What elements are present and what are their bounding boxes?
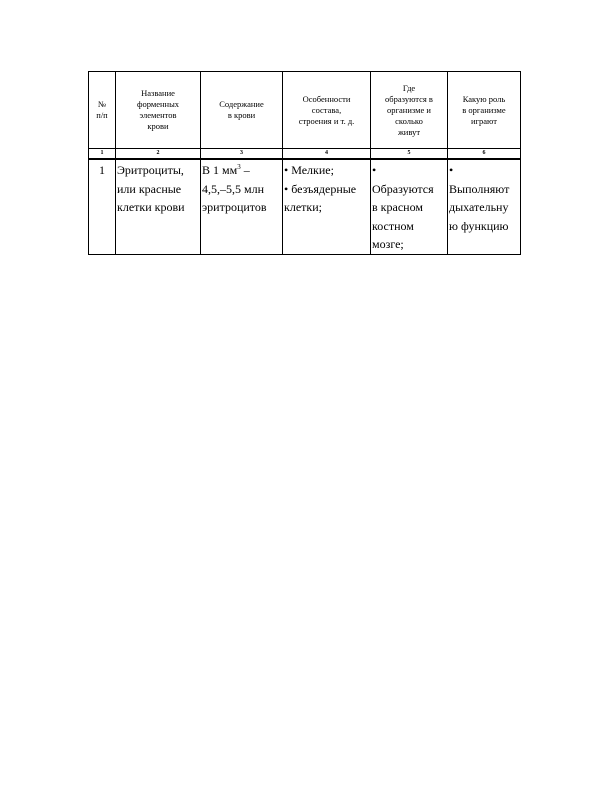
row-origin-cell: [371, 159, 448, 254]
column-number: 1: [89, 149, 116, 160]
column-number: 6: [448, 149, 521, 160]
column-number-row: [89, 149, 521, 160]
header-text: состава,: [311, 104, 342, 115]
cell-text: Образуются: [372, 181, 434, 196]
cell-text: клетки;: [284, 200, 322, 214]
header-role: [448, 72, 521, 149]
header-text: элементов: [139, 110, 177, 120]
header-text: строения и т. д.: [298, 115, 355, 126]
column-number: 2: [116, 149, 201, 160]
header-text: образуются в: [385, 93, 433, 104]
cell-text: Выполняют: [449, 181, 510, 196]
header-text: организме и: [387, 104, 431, 115]
cell-text: • Мелкие;: [284, 163, 334, 177]
header-number: [89, 72, 116, 149]
header-text: №: [97, 99, 107, 109]
content-main: В 1 мм: [202, 163, 238, 177]
column-number: 3: [201, 149, 283, 160]
header-text: живут: [397, 126, 421, 137]
table-row: [89, 159, 521, 254]
cell-text: клетки крови: [117, 200, 185, 214]
header-text: играют: [470, 115, 497, 126]
header-text: Где: [402, 82, 416, 93]
header-name: [116, 72, 201, 149]
header-text: крови: [147, 121, 169, 131]
content-superscript: 3: [237, 163, 241, 171]
cell-text: • безъядерные: [284, 181, 357, 196]
cell-text: или красные: [117, 181, 182, 196]
column-number: 4: [283, 149, 371, 160]
cell-text: мозге;: [372, 237, 404, 251]
cell-text: ю функцию: [449, 218, 509, 233]
row-role-cell: [448, 159, 521, 254]
header-text: Особенности: [302, 93, 351, 104]
cell-text: в красном: [372, 200, 423, 214]
content-tail: –: [240, 163, 250, 177]
column-number: 5: [371, 149, 448, 160]
row-name-cell: [116, 159, 201, 254]
header-text: в организме: [462, 104, 506, 115]
header-text: Какую роль: [462, 93, 506, 104]
cell-text: •: [449, 163, 454, 177]
cell-text: костном: [372, 218, 414, 233]
header-text: форменных: [136, 99, 180, 109]
header-content: [201, 72, 283, 149]
header-text: Название: [141, 88, 175, 98]
cell-text: [202, 161, 281, 180]
row-content-cell: [201, 159, 283, 254]
cell-text: 4,5,–5,5 млн: [202, 181, 265, 196]
cell-text: эритроцитов: [202, 200, 267, 214]
header-features: [283, 72, 371, 149]
header-text: сколько: [395, 115, 423, 126]
header-text: Содержание: [219, 99, 264, 109]
header-text: п/п: [96, 110, 108, 120]
blood-elements-table: [88, 71, 521, 255]
table-header-row: [89, 72, 521, 149]
header-text: в крови: [227, 110, 256, 120]
cell-text: дыхательну: [449, 200, 509, 214]
row-number: 1: [89, 159, 116, 254]
cell-text: •: [372, 163, 377, 177]
cell-text: Эритроциты,: [117, 163, 184, 177]
row-features-cell: [283, 159, 371, 254]
header-origin: [371, 72, 448, 149]
